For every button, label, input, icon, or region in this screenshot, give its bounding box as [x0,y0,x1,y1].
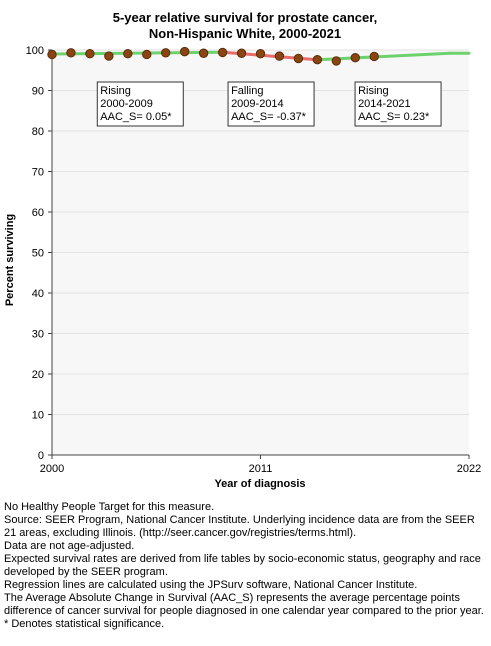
y-tick-label: 0 [37,450,44,462]
data-point [351,53,359,61]
annotation-text: 2014-2021 [358,98,411,110]
data-point [105,52,113,60]
data-point [162,49,170,57]
data-point [332,57,340,65]
data-point [313,56,321,64]
note-source: Source: SEER Program, National Cancer Institute. Underlying incidence data are from the SEER 21 areas, excluding Illinois. (http://seer.cancer.gov/registries/terms.html). [4,514,475,539]
annotation-text: AAC_S= -0.37* [231,111,306,123]
data-point [275,52,283,60]
data-point [180,47,188,55]
data-point [370,52,378,60]
note-healthy-people: No Healthy People Target for this measure. [4,501,215,513]
annotation-text: 2009-2014 [231,98,284,110]
annotation-text: Rising [358,85,389,97]
note-regression: Regression lines are calculated using the JPSurv software, National Cancer Institute. [4,579,418,591]
annotation-text: AAC_S= 0.05* [100,111,172,123]
annotation-text: Falling [231,85,264,97]
y-tick-label: 70 [31,166,44,179]
data-point [86,49,94,57]
y-tick-label: 40 [31,288,44,300]
data-point [294,54,302,62]
annotation-text: Rising [100,85,131,97]
data-point [256,49,264,57]
data-point [143,50,151,58]
annotation-text: AAC_S= 0.23* [358,111,430,123]
x-tick-label: 2000 [39,463,65,475]
y-tick-label: 80 [31,126,44,138]
data-point [48,50,56,58]
x-tick-label: 2022 [456,463,482,475]
trend-line-rising [52,52,223,54]
y-tick-label: 30 [31,328,44,341]
footnotes [4,501,488,631]
y-tick-label: 60 [31,207,44,219]
data-point [199,49,207,57]
y-tick-label: 10 [31,409,44,422]
note-expected-survival: Expected survival rates are derived from life tables by socio-economic status, geography and race developed by the SEER program. [4,553,481,578]
y-axis-label: Percent surviving [4,213,16,307]
note-significance: * Denotes statistical significance. [4,618,165,630]
y-tick-label: 50 [31,247,44,260]
note-aac: The Average Absolute Change in Survival (AAC_S) represents the average percentage points difference of cancer survival for people diagnosed in one calendar year compared to the prior year. [4,592,484,617]
y-tick-label: 100 [25,45,44,57]
data-point [237,49,245,57]
chart-title-line-1: 5-year relative survival for prostate cancer, [112,10,378,25]
x-axis-label: Year of diagnosis [214,478,306,490]
x-tick-label: 2011 [248,463,273,475]
y-tick-label: 20 [31,369,44,381]
annotation-text: 2000-2009 [100,98,153,110]
data-point [218,48,226,56]
y-tick-label: 90 [31,85,44,98]
plot-area [26,45,482,475]
data-point [67,49,75,57]
note-age-adjusted: Data are not age-adjusted. [4,540,135,552]
chart-title-line-2: Non-Hispanic White, 2000-2021 [148,26,342,41]
data-point [124,49,132,57]
